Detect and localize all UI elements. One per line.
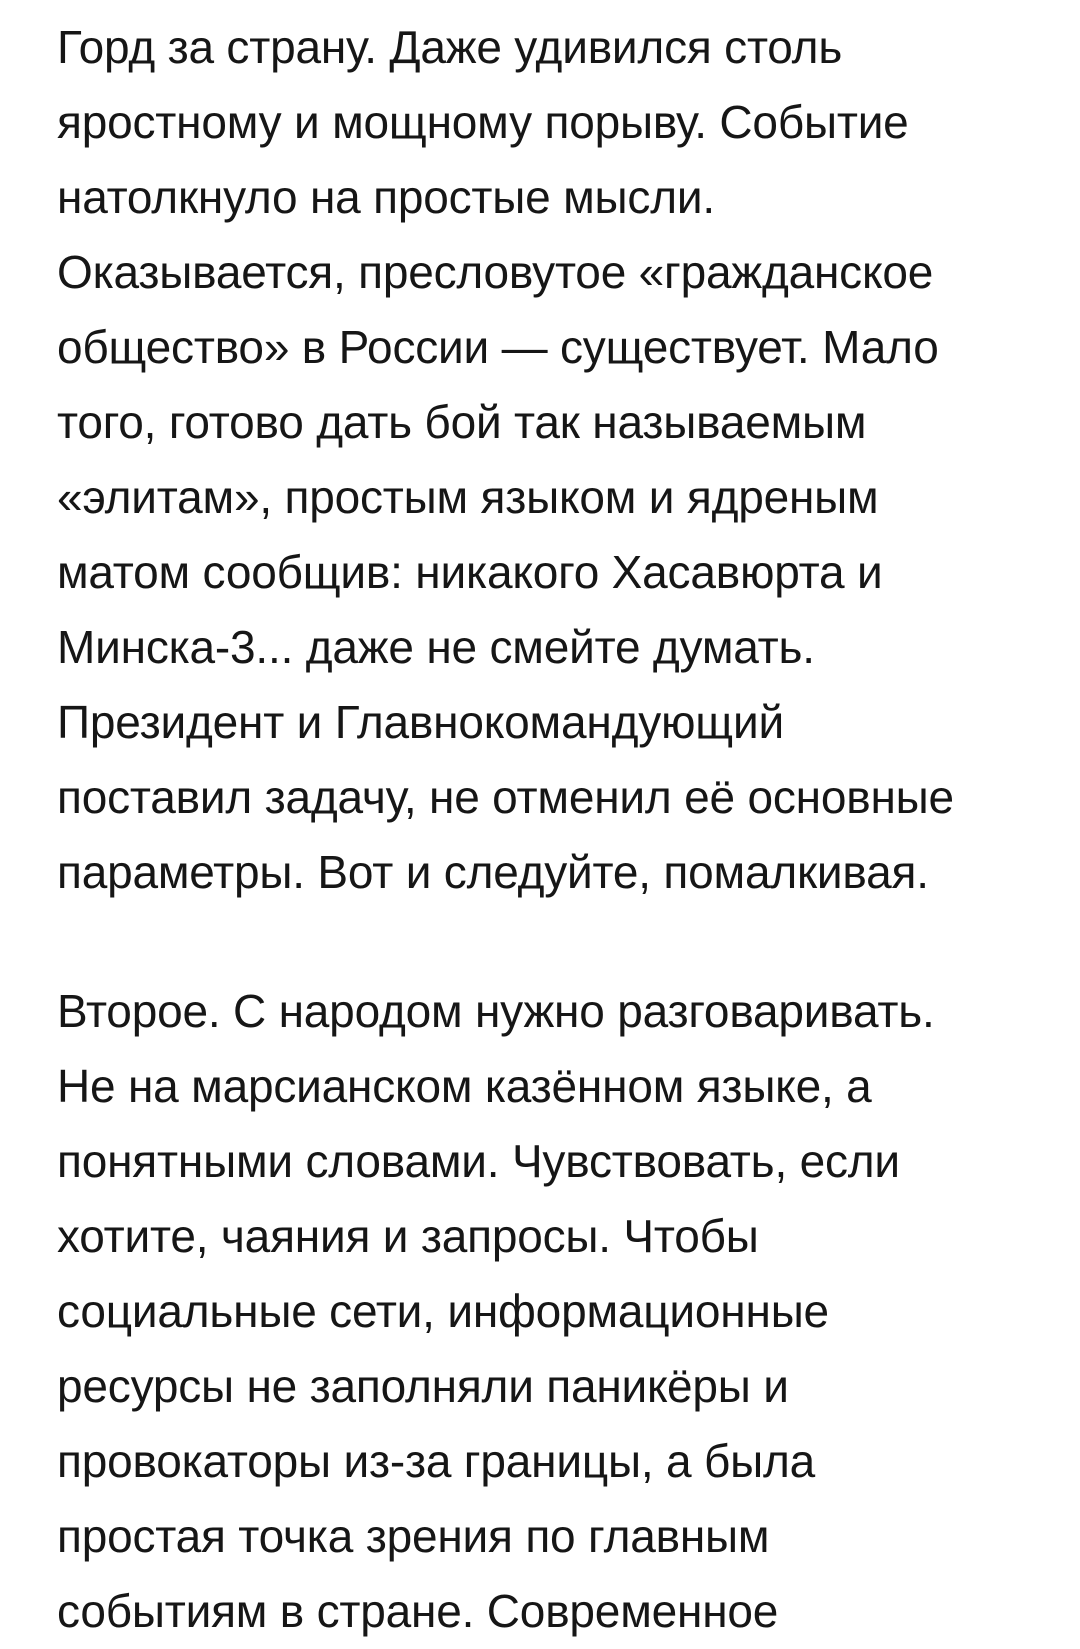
paragraph-line: Президент и Главнокомандующий [57,696,784,748]
paragraph-line: общество» в России — существует. Мало [57,321,939,373]
paragraph-line: событиям в стране. Современное [57,1585,779,1637]
article-paragraph-1 [57,10,954,910]
paragraph-line: яростному и мощному порыву. Событие [57,96,909,148]
paragraph-line: Минска-3... даже не смейте думать. [57,621,815,673]
paragraph-line: простая точка зрения по главным [57,1510,770,1562]
paragraph-line: хотите, чаяния и запросы. Чтобы [57,1210,759,1262]
paragraph-line: Оказывается, пресловутое «гражданское [57,246,934,298]
paragraph-line: Второе. С народом нужно разговаривать. [57,985,935,1037]
paragraph-line: матом сообщив: никакого Хасавюрта и [57,546,883,598]
paragraph-line: параметры. Вот и следуйте, помалкивая. [57,846,929,898]
paragraph-line: того, готово дать бой так называемым [57,396,867,448]
paragraph-line: понятными словами. Чувствовать, если [57,1135,900,1187]
paragraph-line: «элитам», простым языком и ядреным [57,471,879,523]
paragraph-line: ресурсы не заполняли паникёры и [57,1360,789,1412]
paragraph-line: Горд за страну. Даже удивился столь [57,21,843,73]
paragraph-line: провокаторы из-за границы, а была [57,1435,816,1487]
paragraph-line: социальные сети, информационные [57,1285,829,1337]
paragraph-line: натолкнуло на простые мысли. [57,171,715,223]
paragraph-line: Не на марсианском казённом языке, а [57,1060,872,1112]
paragraph-line: поставил задачу, не отменил её основные [57,771,954,823]
article-paragraph-2 [57,974,935,1649]
